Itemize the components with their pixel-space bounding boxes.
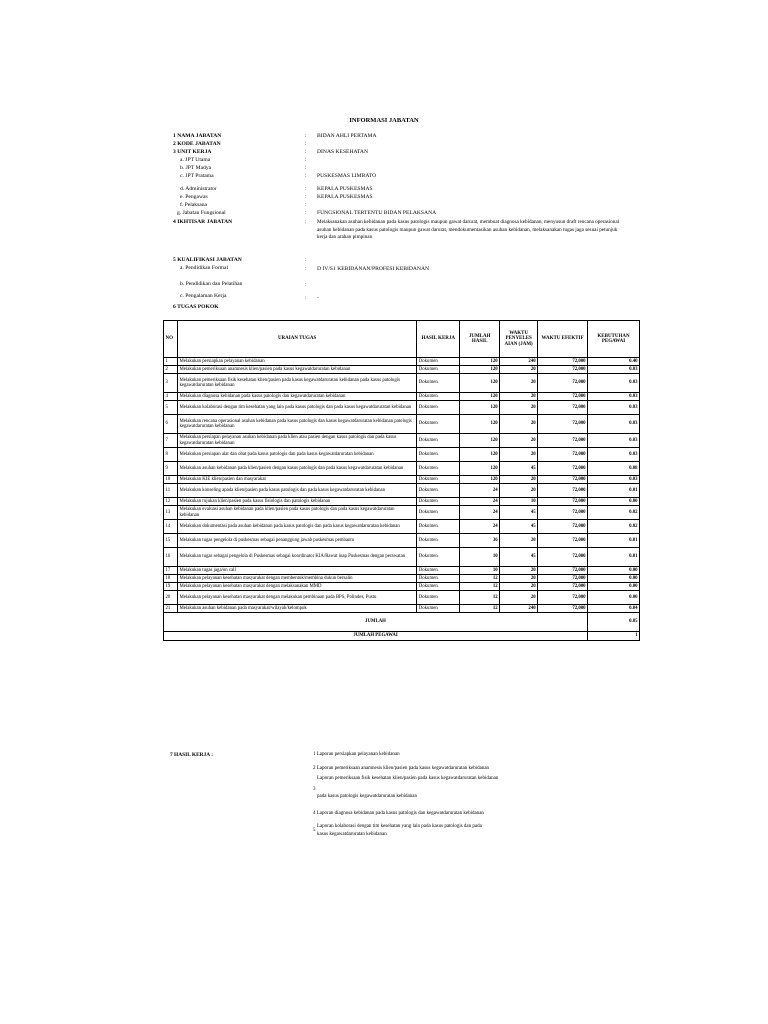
field-label: g. Jabatan Fungsional	[177, 210, 226, 216]
cell-no: 11	[164, 484, 178, 498]
cell-kebutuhan: 0.08	[588, 462, 640, 476]
cell-kebutuhan: 0.04	[588, 605, 640, 613]
hasil-kerja-heading: 7 HASIL KERJA :	[170, 752, 213, 758]
cell-uraian: Melakukan pelayanan kesehatan masyarakat dengan melakukan pembinaan pada BPS, Polindes, Pustu	[177, 591, 416, 605]
cell-kebutuhan: 0.03	[588, 476, 640, 484]
cell-jumlah: 120	[460, 366, 500, 374]
cell-efektif: 72,000	[538, 605, 588, 613]
cell-hasil: Dokumen	[417, 583, 460, 591]
field-label: 3 UNIT KERJA	[173, 149, 212, 155]
cell-kebutuhan: 0.00	[588, 498, 640, 506]
cell-efektif: 72,000	[538, 583, 588, 591]
table-row	[164, 358, 640, 366]
cell-hasil: Dokumen	[417, 506, 460, 520]
cell-uraian: Melakukan kolaborasi dengan tim kesehatan yang lain pada kasus patologis dan pada kasus kegawatdaruratan kebidanan	[177, 401, 416, 415]
cell-kebutuhan: 0.02	[588, 520, 640, 534]
hasil-kerja-item: pada kasus patologis kegawatdaruratan kebidanan	[317, 794, 417, 799]
cell-efektif: 72,000	[538, 534, 588, 548]
hasil-kerja-item: 2 Laporan pemeriksaan anamnesis klien/pasien pada kasus kegawatdaruratan kebidanan	[313, 766, 490, 771]
tugas-table	[163, 320, 640, 641]
table-row	[164, 415, 640, 434]
hasil-kerja-item: 5	[313, 828, 316, 833]
cell-efektif: 72,000	[538, 462, 588, 476]
colon: :	[305, 295, 307, 301]
cell-hasil: Dokumen	[417, 591, 460, 605]
cell-jumlah: 24	[460, 498, 500, 506]
field-label: a. JPT Utama	[180, 157, 211, 163]
colon: :	[305, 141, 307, 147]
cell-efektif: 72,000	[538, 448, 588, 462]
cell-hasil: Dokumen	[417, 374, 460, 393]
header-uraian: URAIAN TUGAS	[177, 321, 416, 358]
header-hasil: HASIL KERJA	[417, 321, 460, 358]
hasil-kerja-item: Laporan kolaborasi dengan tim kesehatan yang lain pada kasus patologis dan pada	[317, 824, 482, 829]
table-row	[164, 498, 640, 506]
jumlah-pegawai-label: JUMLAH PEGAWAI	[164, 632, 588, 641]
cell-no: 4	[164, 393, 178, 401]
cell-no: 20	[164, 591, 178, 605]
cell-no: 5	[164, 401, 178, 415]
document-title: INFORMASI JABATAN	[349, 117, 419, 124]
header-no: NO	[164, 321, 178, 358]
cell-efektif: 72,000	[538, 548, 588, 567]
cell-jumlah: 24	[460, 484, 500, 498]
field-label: e. Pengawas	[180, 194, 208, 200]
colon: :	[305, 219, 307, 225]
cell-waktu: 20	[500, 575, 538, 583]
table-header-row	[164, 321, 640, 358]
table-row	[164, 476, 640, 484]
field-label: b. JPT Madya	[180, 165, 212, 171]
cell-uraian: Melakukan persiapan alat dan obat pada kasus patologis dan pada kasus kegawatdaruratan kebidanan	[177, 448, 416, 462]
cell-uraian: Melakukan persiapkan pelayanan kebidanan	[177, 358, 416, 366]
cell-jumlah: 120	[460, 401, 500, 415]
cell-hasil: Dokumen	[417, 476, 460, 484]
cell-jumlah: 12	[460, 583, 500, 591]
field-label: c. JPT Pratama	[180, 173, 214, 179]
field-value: KEPALA PUSKESMAS	[317, 194, 373, 200]
cell-kebutuhan: 0.01	[588, 548, 640, 567]
jumlah-value: 0.85	[588, 613, 640, 632]
cell-hasil: Dokumen	[417, 575, 460, 583]
colon: :	[305, 173, 307, 179]
cell-kebutuhan: 0.02	[588, 506, 640, 520]
hasil-kerja-item: kasus kegawatdaruratan kebidanan	[317, 832, 387, 837]
cell-waktu: 20	[500, 583, 538, 591]
cell-uraian: Melakukan rencana operasional asuhan kebidanan pada kasus patologis dan kasus kegawatdaruratan kebidanan patologis kegawatdaruratan kebidanan	[177, 415, 416, 434]
cell-uraian: Melakukan tugas jaga/on call	[177, 567, 416, 575]
table-row	[164, 520, 640, 534]
cell-efektif: 72,000	[538, 520, 588, 534]
hasil-kerja-item: 3	[313, 787, 316, 792]
cell-hasil: Dokumen	[417, 462, 460, 476]
cell-hasil: Dokumen	[417, 415, 460, 434]
jumlah-label: JUMLAH	[164, 613, 588, 632]
cell-no: 18	[164, 575, 178, 583]
cell-waktu: 45	[500, 520, 538, 534]
cell-kebutuhan: 0.03	[588, 448, 640, 462]
table-row	[164, 534, 640, 548]
cell-hasil: Dokumen	[417, 366, 460, 374]
cell-jumlah: 10	[460, 567, 500, 575]
cell-kebutuhan: 0.00	[588, 575, 640, 583]
header-waktu: WAKTU PENYELES AIAN (JAM)	[500, 321, 538, 358]
cell-efektif: 72,000	[538, 393, 588, 401]
field-value: BIDAN AHLI PERTAMA	[317, 133, 377, 139]
table-row	[164, 567, 640, 575]
table-row	[164, 393, 640, 401]
cell-uraian: Melakukan konseling apada klien/pasien pada kasus patologis dan pada kasus kegawatdaruratan kebidanan	[177, 484, 416, 498]
cell-no: 3	[164, 374, 178, 393]
cell-waktu: 20	[500, 374, 538, 393]
cell-kebutuhan: 0.40	[588, 358, 640, 366]
table-row	[164, 605, 640, 613]
cell-kebutuhan: 0.03	[588, 366, 640, 374]
cell-uraian: Melakukan rujukan klien/pasien pada kasus fisiologis dan patologis kebidanan	[177, 498, 416, 506]
cell-kebutuhan: 0.00	[588, 591, 640, 605]
cell-no: 19	[164, 583, 178, 591]
cell-uraian: Melakukan evaluasi asuhan kebidanan pada klien/pasien pada kasus patologis dan pada kasus kegawatdaruratan kebidanan	[177, 506, 416, 520]
cell-uraian: Melakukan persiapan pelayanan asuhan kebidanan pada klien atau pasien dengan kasus patologis dan pada kasus kegawatdaruratan kebidanan	[177, 434, 416, 448]
colon: :	[305, 157, 307, 163]
cell-no: 6	[164, 415, 178, 434]
colon: :	[305, 133, 307, 139]
cell-kebutuhan: 0.01	[588, 534, 640, 548]
hasil-kerja-item: 1 Laporan persiapkan pelayanan kebidanan	[313, 752, 400, 757]
cell-efektif: 72,000	[538, 415, 588, 434]
cell-uraian: Melakukan tugas pengelola di puskesmas sebagai penanggung jawab puskesmas pembantu	[177, 534, 416, 548]
tugas-pokok-heading: 6 TUGAS POKOK	[173, 304, 219, 310]
cell-hasil: Dokumen	[417, 548, 460, 567]
cell-efektif: 72,000	[538, 506, 588, 520]
table-row	[164, 484, 640, 498]
cell-no: 17	[164, 567, 178, 575]
cell-uraian: Melakukan dokumentasi pada asuhan kebidanan pada kasus patologis dan pada kasus kegawatdaruratan kebidanan	[177, 520, 416, 534]
cell-kebutuhan: 0.03	[588, 393, 640, 401]
cell-kebutuhan: 0.00	[588, 567, 640, 575]
cell-waktu: 240	[500, 605, 538, 613]
cell-jumlah: 120	[460, 374, 500, 393]
cell-jumlah: 36	[460, 534, 500, 548]
cell-waktu: 20	[500, 534, 538, 548]
header-efektif: WAKTU EFEKTIF	[538, 321, 588, 358]
table-row	[164, 462, 640, 476]
cell-waktu: 20	[500, 448, 538, 462]
cell-jumlah: 24	[460, 506, 500, 520]
cell-kebutuhan: 0.03	[588, 374, 640, 393]
colon: :	[305, 186, 307, 192]
hasil-kerja-item: 4 Laporan diagnosa kebidanan pada kasus patologis dan kegawatdaruratan kebidanan	[313, 811, 484, 816]
ikhtisar-text: Melaksanakan asuhan kebidanan pada kasus patologis maupun gawat darurat, membuat diagnosa kebidanan, menyusun draft rencana operasional asuhan kebidanan pada kasus patologis maupun gawat darurat, mendokumentasikan asuhan kebidanan, melaksanakan tugas jaga sesuai petunjuk kerja dan arahan pimpinan	[317, 219, 620, 240]
cell-no: 10	[164, 476, 178, 484]
cell-jumlah: 12	[460, 591, 500, 605]
colon: :	[305, 202, 307, 208]
field-value: KEPALA PUSKESMAS	[317, 186, 373, 192]
colon: :	[305, 210, 307, 216]
hasil-kerja-item: Laporan pemeriksaan fisik kesehatan klien/pasien pada kasus kegawatdaruratan kebidanan	[317, 776, 499, 781]
field-label: d. Administrator	[180, 186, 217, 192]
cell-efektif: 72,000	[538, 498, 588, 506]
cell-uraian: Melakukan asuhan kebidanan pada klien/pasien dengan kasus patologis dan pada kasus kegawatdaruratan kebidanan	[177, 462, 416, 476]
cell-uraian: Melakukan pelayanan kesehatan masyarakat dengan melaksanakan MMD	[177, 583, 416, 591]
table-row	[164, 434, 640, 448]
table-row	[164, 506, 640, 520]
cell-hasil: Dokumen	[417, 448, 460, 462]
cell-waktu: 20	[500, 393, 538, 401]
field-value: DINAS KESEHATAN	[317, 149, 368, 155]
cell-efektif: 72,000	[538, 591, 588, 605]
cell-hasil: Dokumen	[417, 401, 460, 415]
cell-waktu: 20	[500, 567, 538, 575]
cell-uraian: Melakukan diagnosa kebidanan pada kasus patologis dan kegawatdaruratan kebidanan	[177, 393, 416, 401]
cell-kebutuhan: 0.03	[588, 401, 640, 415]
cell-efektif: 72,000	[538, 476, 588, 484]
cell-efektif: 72,000	[538, 567, 588, 575]
cell-no: 2	[164, 366, 178, 374]
header-jumlah: JUMLAH HASIL	[460, 321, 500, 358]
cell-hasil: Dokumen	[417, 484, 460, 498]
cell-no: 12	[164, 498, 178, 506]
cell-waktu: 20	[500, 476, 538, 484]
cell-kebutuhan: 0.03	[588, 415, 640, 434]
cell-waktu: 45	[500, 548, 538, 567]
cell-uraian: Melakukan KIE klien/pasien dan masyarakat	[177, 476, 416, 484]
cell-jumlah: 120	[460, 358, 500, 366]
cell-waktu: 10	[500, 498, 538, 506]
cell-uraian: Melakukan asuhan kebidanan pada masyarakat/wilayah/kelompok	[177, 605, 416, 613]
table-row	[164, 591, 640, 605]
table-row	[164, 448, 640, 462]
cell-no: 16	[164, 548, 178, 567]
cell-waktu: 240	[500, 358, 538, 366]
colon: :	[305, 165, 307, 171]
cell-hasil: Dokumen	[417, 434, 460, 448]
cell-hasil: Dokumen	[417, 534, 460, 548]
cell-jumlah: 10	[460, 548, 500, 567]
kualifikasi-heading: 5 KUALIFIKASI JABATAN	[173, 257, 242, 263]
cell-jumlah: 12	[460, 605, 500, 613]
pendidikan-formal-value: D IV/S1 KEBIDANAN/PROFESI KEBIDANAN	[317, 266, 430, 272]
cell-kebutuhan: 0.03	[588, 434, 640, 448]
table-row	[164, 401, 640, 415]
cell-no: 8	[164, 448, 178, 462]
cell-jumlah: 120	[460, 462, 500, 476]
cell-jumlah: 120	[460, 476, 500, 484]
cell-waktu: 20	[500, 434, 538, 448]
cell-no: 7	[164, 434, 178, 448]
cell-hasil: Dokumen	[417, 567, 460, 575]
cell-efektif: 72,000	[538, 374, 588, 393]
cell-waktu: 20	[500, 401, 538, 415]
cell-efektif: 72,000	[538, 358, 588, 366]
jumlah-row	[164, 613, 640, 632]
cell-no: 21	[164, 605, 178, 613]
cell-jumlah: 24	[460, 520, 500, 534]
cell-waktu: 20	[500, 484, 538, 498]
cell-efektif: 72,000	[538, 575, 588, 583]
cell-jumlah: 120	[460, 393, 500, 401]
cell-no: 14	[164, 520, 178, 534]
cell-uraian: Melakukan tugas sebagai pengelola di Puskesmas sebagai koordinator KIA/Rawat inap Puskesmas dengan perawatan	[177, 548, 416, 567]
colon: :	[305, 149, 307, 155]
cell-jumlah: 120	[460, 415, 500, 434]
colon: :	[305, 194, 307, 200]
table-row	[164, 366, 640, 374]
cell-jumlah: 12	[460, 575, 500, 583]
cell-uraian: Melakukan pelayanan kesehatan masyarakat dengan membentuk/membina dukun bersalin	[177, 575, 416, 583]
header-kebutuhan: KEBUTUHAN PEGAWAI	[588, 321, 640, 358]
colon: :	[305, 266, 307, 272]
colon: :	[305, 257, 307, 263]
field-label: 4 IKHTISAR JABATAN	[173, 219, 233, 225]
cell-hasil: Dokumen	[417, 605, 460, 613]
field-label: 2 KODE JABATAN	[173, 141, 221, 147]
cell-uraian: Melakukan pemeriksaan fisik kesehatan klien/pasien pada kasus kegawatdaruratan kebidanan pada kasus patologis kegawatdaruratan kebidanan	[177, 374, 416, 393]
cell-waktu: 20	[500, 366, 538, 374]
pelatihan-label: b. Pendidikan dan Pelatihan	[180, 281, 243, 287]
cell-waktu: 45	[500, 506, 538, 520]
cell-waktu: 45	[500, 462, 538, 476]
cell-efektif: 72,000	[538, 401, 588, 415]
cell-no: 9	[164, 462, 178, 476]
pengalaman-label: c. Pengalaman Kerja	[180, 293, 227, 299]
cell-uraian: Melakukan pemeriksaan anamnesis klien/pasien pada kasus kegawatdaruratan kebidanan	[177, 366, 416, 374]
jumlah-pegawai-row	[164, 632, 640, 641]
cell-efektif: 72,000	[538, 366, 588, 374]
cell-hasil: Dokumen	[417, 498, 460, 506]
cell-waktu: 20	[500, 415, 538, 434]
cell-no: 13	[164, 506, 178, 520]
cell-efektif: 72,000	[538, 484, 588, 498]
pendidikan-formal-label: a. Pendidikan Formal	[180, 265, 229, 271]
field-value: FUNGSIONAL TERTENTU BIDAN PELAKSANA	[317, 210, 437, 216]
cell-hasil: Dokumen	[417, 393, 460, 401]
cell-hasil: Dokumen	[417, 358, 460, 366]
field-label: f. Pelaksana	[180, 202, 208, 208]
cell-hasil: Dokumen	[417, 520, 460, 534]
colon: :	[305, 282, 307, 288]
cell-jumlah: 120	[460, 448, 500, 462]
jumlah-pegawai-value: 1	[588, 632, 640, 641]
cell-jumlah: 120	[460, 434, 500, 448]
table-row	[164, 575, 640, 583]
table-row	[164, 548, 640, 567]
field-value: PUSKESMAS LIMBATO	[317, 173, 377, 179]
cell-kebutuhan: 0.01	[588, 484, 640, 498]
cell-efektif: 72,000	[538, 434, 588, 448]
field-label: 1 NAMA JABATAN	[173, 133, 222, 139]
pengalaman-value: -	[317, 295, 319, 301]
cell-no: 1	[164, 358, 178, 366]
cell-waktu: 20	[500, 591, 538, 605]
table-row	[164, 374, 640, 393]
table-row	[164, 583, 640, 591]
cell-no: 15	[164, 534, 178, 548]
cell-kebutuhan: 0.00	[588, 583, 640, 591]
